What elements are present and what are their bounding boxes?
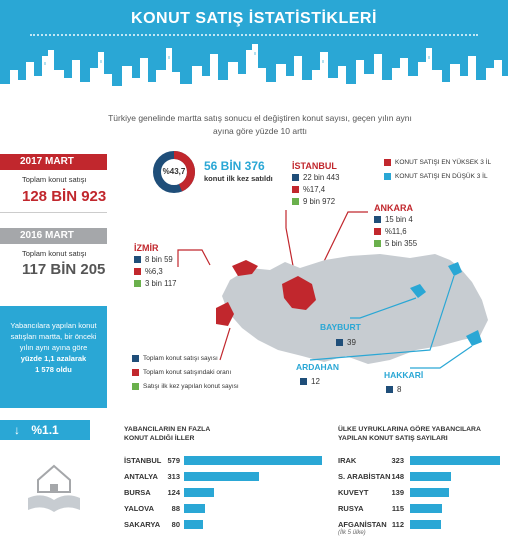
- izmir-total: 8 bin 59: [145, 255, 173, 264]
- first-swatch: [374, 240, 381, 247]
- ankara-box: [374, 202, 417, 250]
- country-name: AFGANİSTAN: [338, 520, 387, 529]
- hakkari-value-row: [386, 385, 401, 394]
- total-swatch: [292, 174, 299, 181]
- skyline-illustration: [0, 40, 508, 108]
- istanbul-name: İSTANBUL: [292, 161, 337, 171]
- first-sale-label: konut ilk kez satıldı: [204, 174, 273, 183]
- total-swatch: [374, 216, 381, 223]
- city-row: [124, 468, 322, 484]
- city-value: 124: [167, 488, 180, 497]
- top-countries-chart: [338, 452, 508, 532]
- country-row: [338, 484, 500, 500]
- share-swatch: [292, 186, 299, 193]
- country-bar: [410, 504, 442, 513]
- country-bar: [410, 520, 441, 529]
- total-swatch: [386, 386, 393, 393]
- bayburt-value-row: [336, 338, 356, 347]
- total-sales-label-2016: Toplam konut satışı: [22, 249, 87, 258]
- country-value: 112: [391, 520, 404, 529]
- first-swatch: [292, 198, 299, 205]
- istanbul-total: 22 bin 443: [303, 173, 340, 182]
- country-row: [338, 468, 500, 484]
- legend-first: [132, 383, 239, 390]
- city-name: YALOVA: [124, 504, 155, 513]
- city-value: 80: [171, 520, 180, 529]
- country-bar: [410, 456, 500, 465]
- top-cities-title: [124, 425, 210, 443]
- country-row: [338, 452, 500, 468]
- izmir-first: 3 bin 117: [145, 279, 177, 288]
- legend-total: [132, 355, 218, 362]
- foreign-sales-change: yüzde 1,1 azalarak: [20, 354, 87, 363]
- country-name: KUVEYT: [338, 488, 369, 497]
- hakkari-value: 8: [397, 385, 402, 394]
- total-sales-value-2016: 117 BİN 205: [22, 261, 106, 278]
- ankara-total: 15 bin 4: [385, 215, 413, 224]
- country-bar: [410, 472, 451, 481]
- city-name: ANTALYA: [124, 472, 158, 481]
- legend-total-swatch: [132, 355, 139, 362]
- share-swatch: [134, 268, 141, 275]
- top-countries-title-line2: YAPILAN KONUT SATIŞ SAYILARI: [338, 435, 448, 442]
- legend-total-text: Toplam konut satışı sayısı: [143, 355, 218, 363]
- ardahan-value: 12: [311, 377, 320, 386]
- ankara-first: 5 bin 355: [385, 239, 418, 248]
- period-2016-label: 2016 MART: [0, 228, 107, 244]
- city-bar: [184, 520, 203, 529]
- top-cities-title-line2: KONUT ALDIĞI İLLER: [124, 435, 195, 442]
- total-sales-value-2017: 128 BİN 923: [22, 188, 107, 205]
- donut-percent: %43,7: [162, 167, 186, 176]
- divider: [0, 212, 107, 213]
- izmir-connector-lower: [220, 328, 230, 360]
- handshake-house-icon: [22, 458, 86, 518]
- istanbul-pct-row: [292, 184, 339, 196]
- bayburt-value: 39: [347, 338, 356, 347]
- city-bar: [184, 488, 214, 497]
- bayburt-name: BAYBURT: [320, 322, 361, 332]
- country-name: IRAK: [338, 456, 357, 465]
- total-swatch: [336, 339, 343, 346]
- city-row: [124, 484, 322, 500]
- istanbul-total-row: [292, 172, 339, 184]
- top-countries-title-line1: ÜLKE UYRUKLARINA GÖRE YABANCILARA: [338, 426, 481, 433]
- intro-text: Türkiye genelinde martta satış sonucu el değiştiren konut sayısı, geçen yılın aynı ayına göre yüzde 10 arttı: [108, 113, 412, 136]
- hakkari-name: HAKKARİ: [384, 370, 424, 380]
- istanbul-pct: %17,4: [303, 185, 326, 194]
- ankara-total-row: [374, 214, 417, 226]
- header-banner: [0, 0, 508, 108]
- foreign-sales-text: Yabancılara yapılan konut satışları martta, bir önceki yılın aynı ayına göre: [10, 321, 97, 352]
- izmir-box: [134, 242, 177, 290]
- ankara-pct: %11,6: [385, 227, 407, 236]
- country-bar: [410, 488, 449, 497]
- country-value: 148: [391, 472, 404, 481]
- title-divider: [30, 34, 478, 36]
- first-sale-value: 56 BİN 376: [204, 159, 265, 173]
- izmir-pct: %6,3: [145, 267, 163, 276]
- total-sales-label-2017: Toplam konut satışı: [22, 175, 87, 184]
- izmir-total-row: [134, 254, 177, 266]
- city-row: [124, 500, 322, 516]
- top-cities-title-line1: YABANCILARIN EN FAZLA: [124, 426, 211, 433]
- city-name: SAKARYA: [124, 520, 161, 529]
- ankara-pct-row: [374, 226, 417, 238]
- city-name: İSTANBUL: [124, 456, 162, 465]
- foreign-sales-box: [0, 306, 107, 408]
- country-row: [338, 500, 500, 516]
- legend-share-text: Toplam konut satışındaki oranı: [143, 369, 232, 377]
- legend-first-text: Satışı ilk kez yapılan konut sayısı: [143, 383, 239, 391]
- istanbul-box: [292, 160, 339, 208]
- legend-share-swatch: [132, 369, 139, 376]
- istanbul-first: 9 bin 972: [303, 197, 336, 206]
- ardahan-name: ARDAHAN: [296, 362, 339, 372]
- legend-share: [132, 369, 231, 376]
- city-name: BURSA: [124, 488, 151, 497]
- top-cities-chart: [124, 452, 324, 536]
- city-value: 313: [167, 472, 180, 481]
- top-countries-title: [338, 425, 481, 443]
- city-bar: [184, 504, 205, 513]
- country-value: 139: [391, 488, 404, 497]
- istanbul-first-row: [292, 196, 339, 208]
- country-value: 115: [391, 504, 404, 513]
- legend-first-swatch: [132, 383, 139, 390]
- country-value: 323: [391, 456, 404, 465]
- first-swatch: [134, 280, 141, 287]
- down-arrow-icon: ↓: [14, 423, 20, 437]
- country-name: S. ARABİSTAN: [338, 472, 391, 481]
- change-box: [0, 420, 90, 440]
- city-row: [124, 516, 322, 532]
- izmir-name: İZMİR: [134, 243, 159, 253]
- city-value: 579: [167, 456, 180, 465]
- legend-lowest-text: KONUT SATIŞI EN DÜŞÜK 3 İL: [395, 173, 488, 181]
- top-countries-note: (İlk 5 ülke): [338, 530, 366, 536]
- city-value: 88: [171, 504, 180, 513]
- map-turkey-body: [222, 254, 488, 364]
- total-swatch: [134, 256, 141, 263]
- ankara-first-row: [374, 238, 417, 250]
- legend-highest-text: KONUT SATIŞI EN YÜKSEK 3 İL: [395, 159, 492, 167]
- period-2017-label: 2017 MART: [0, 154, 107, 170]
- izmir-first-row: [134, 278, 177, 290]
- page-title: KONUT SATIŞ İSTATİSTİKLERİ: [131, 10, 377, 27]
- country-name: RUSYA: [338, 504, 364, 513]
- izmir-pct-row: [134, 266, 177, 278]
- izmir-connector: [178, 250, 210, 267]
- city-bar: [184, 472, 259, 481]
- city-row: [124, 452, 322, 468]
- foreign-sales-total: 1 578 oldu: [35, 365, 72, 374]
- ardahan-value-row: [300, 377, 320, 386]
- share-swatch: [374, 228, 381, 235]
- ankara-name: ANKARA: [374, 203, 413, 213]
- city-bar: [184, 456, 322, 465]
- change-value: %1.1: [31, 423, 59, 437]
- total-swatch: [300, 378, 307, 385]
